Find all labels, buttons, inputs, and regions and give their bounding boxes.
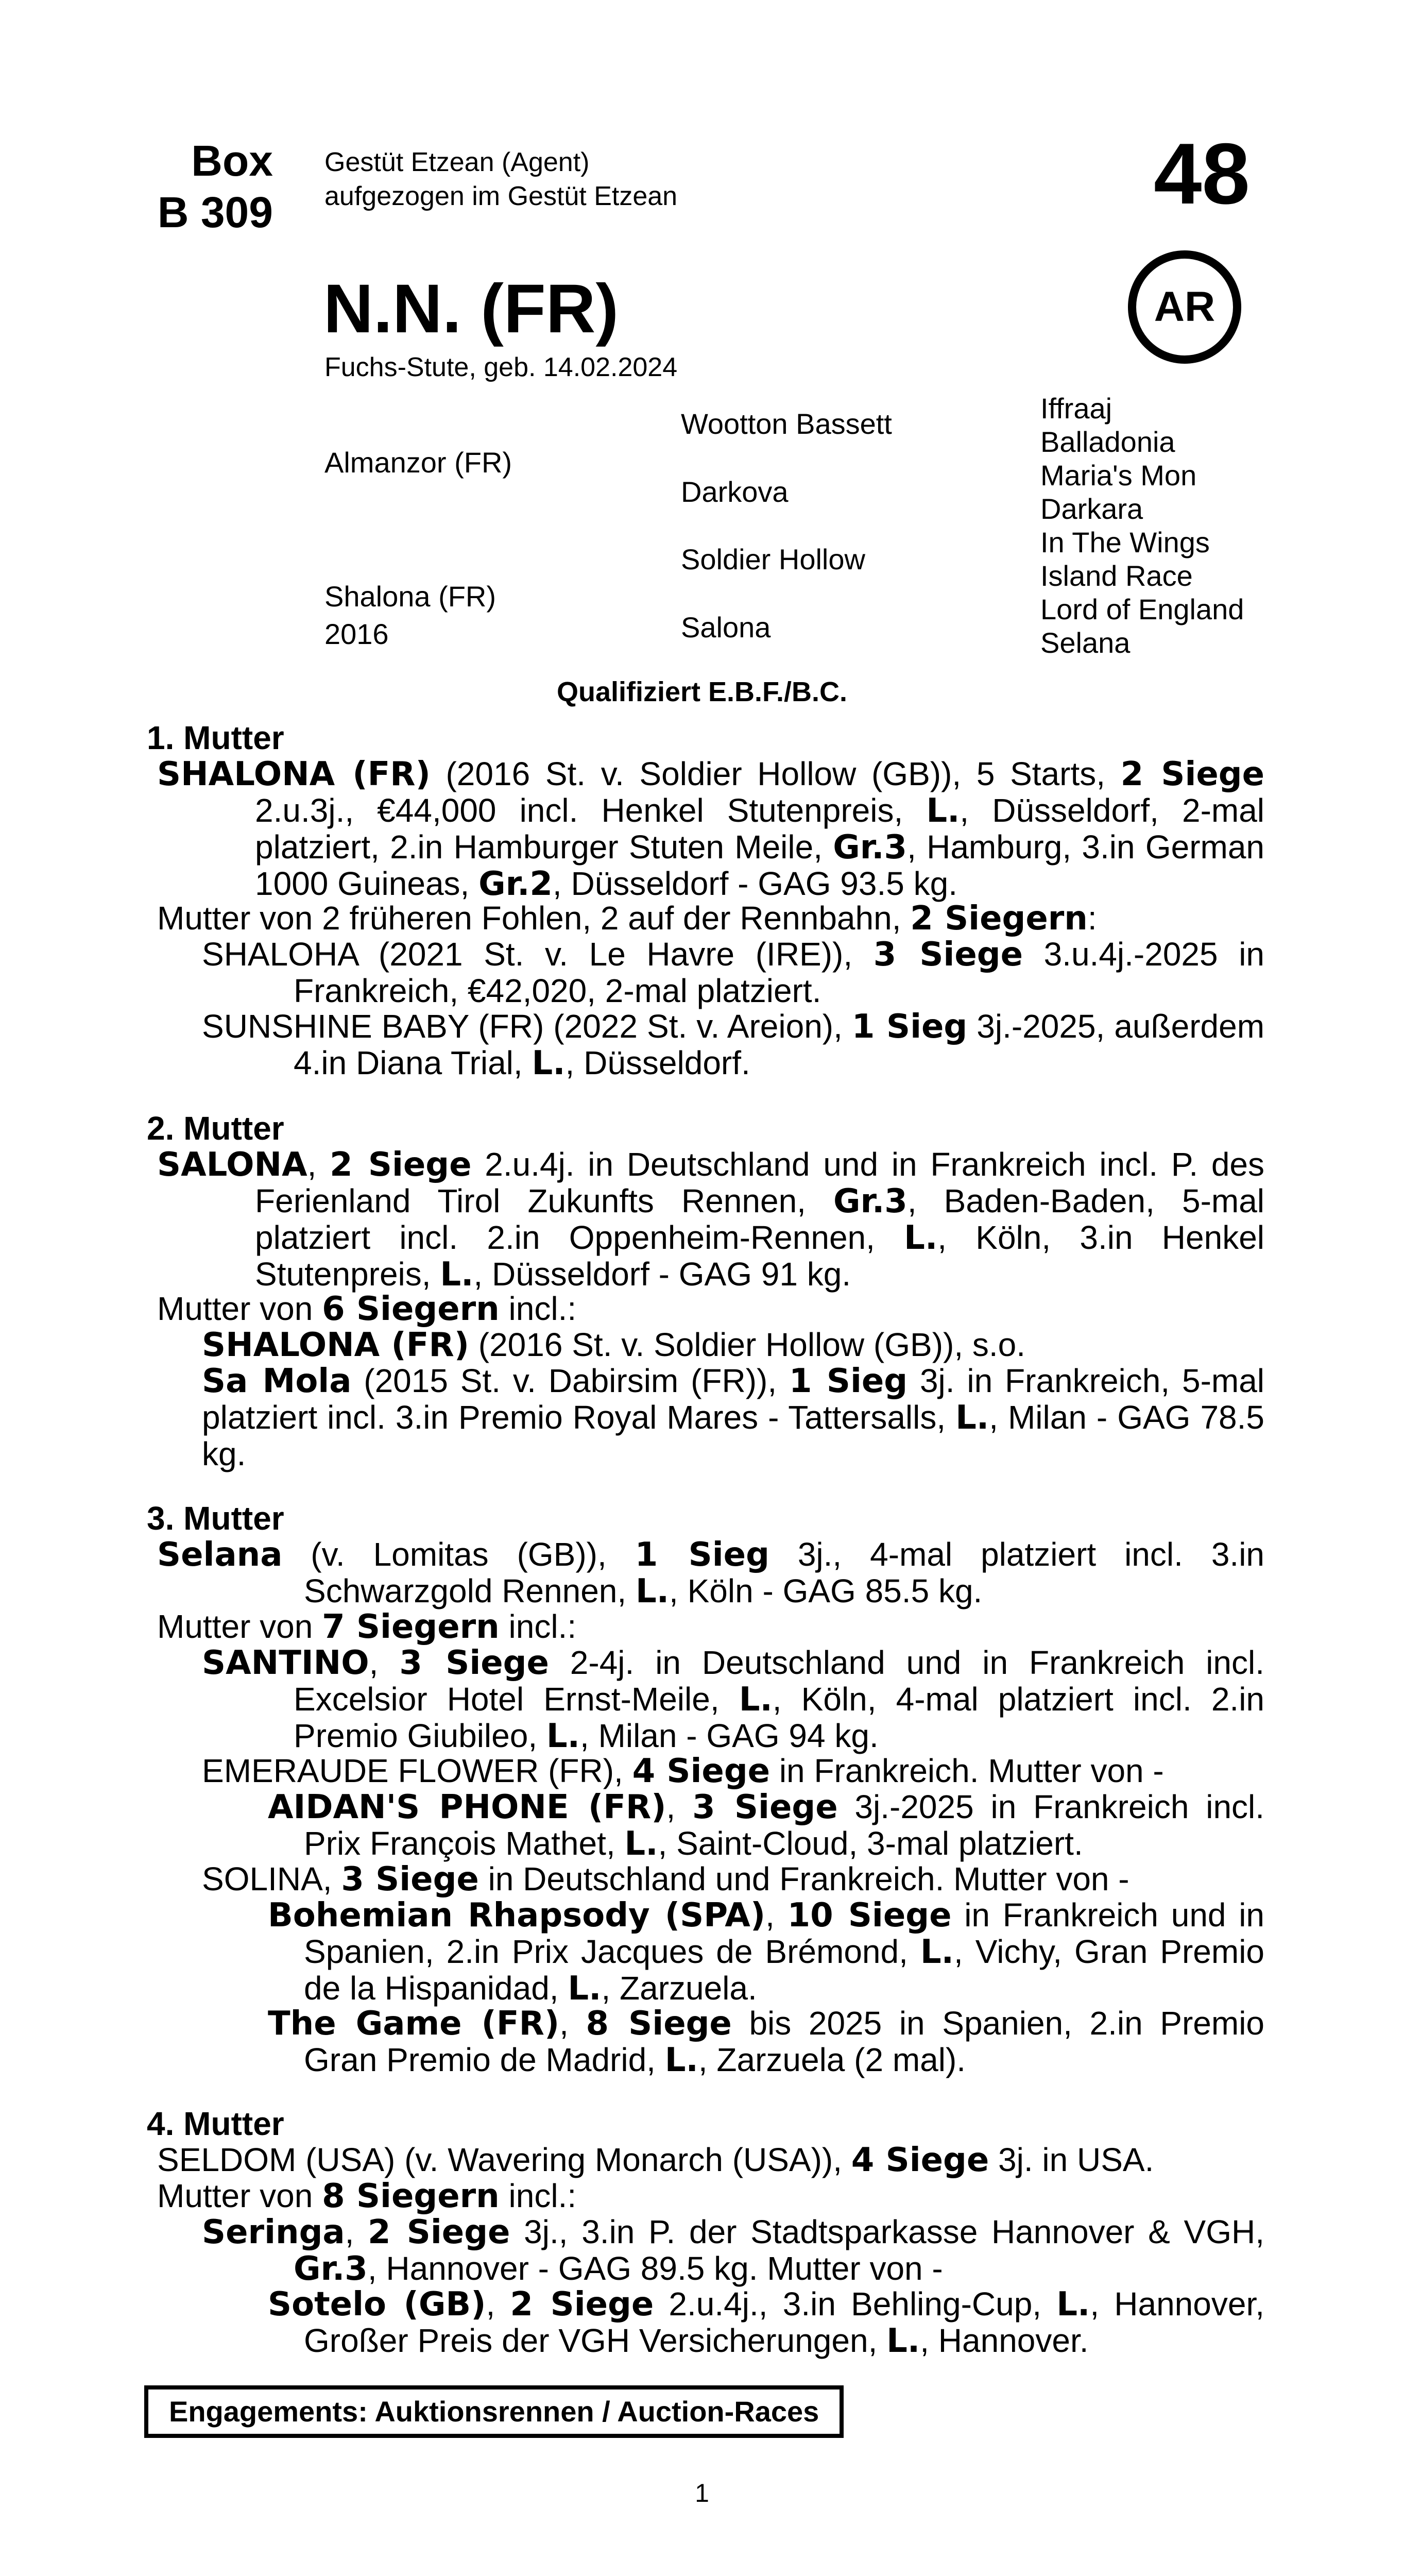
dam-1-text: 2.u.3j., €44,000 incl. Henkel Stutenpreis,	[255, 792, 927, 829]
grandoffspring-text: , Vichy, Gran Premio de la Hispanidad,	[304, 1933, 1265, 2007]
pedigree-gen2-1: Wootton Bassett	[681, 408, 892, 440]
pedigree-gen2-2: Darkova	[681, 476, 789, 508]
offspring-wins: 3 Siege	[873, 936, 1023, 974]
offspring-wins: 3 Siege	[399, 1644, 549, 1682]
produce-text: incl.:	[499, 1290, 577, 1327]
offspring-text: SHALOHA (2021 St. v. Le Havre (IRE)),	[202, 936, 874, 973]
grandoffspring-listed: L.	[886, 2322, 920, 2360]
dam-2-entry	[157, 1146, 1265, 1294]
offspring-text: 3.u.4j.-2025 in Frankreich, €42,020, 2-mal platziert.	[294, 936, 1265, 1009]
offspring-4-1	[202, 2213, 1265, 2288]
offspring-text: 3j., 3.in P. der Stadtsparkasse Hannover & VGH,	[510, 2213, 1265, 2250]
box-number: B 309	[157, 188, 273, 236]
section-heading-4: 4. Mutter	[147, 2105, 284, 2142]
offspring-text: in Deutschland und Frankreich. Mutter von -	[478, 1860, 1129, 1897]
offspring-3-3	[202, 1861, 1264, 1897]
produce-text: incl.:	[499, 2177, 577, 2214]
offspring-wins: 3 Siege	[341, 1860, 479, 1899]
dam-3-listed: L.	[635, 1572, 670, 1611]
offspring-wins: 4 Siege	[632, 1752, 771, 1790]
grandoffspring-4-1	[268, 2285, 1265, 2360]
dam-1-group: Gr.3	[833, 828, 908, 867]
produce-text: :	[1087, 900, 1097, 937]
offspring-group: Gr.3	[294, 2250, 368, 2288]
grandoffspring-text: , Zarzuela (2 mal).	[698, 2041, 966, 2078]
offspring-name: SHALONA (FR)	[202, 1326, 469, 1364]
dam-1-entry	[157, 755, 1265, 903]
dam-2-text: , Düsseldorf - GAG 91 kg.	[473, 1256, 851, 1293]
pedigree-gen3	[1040, 392, 1244, 659]
dam-4-text: 3j. in USA.	[989, 2141, 1154, 2178]
dam-2-listed: L.	[440, 1256, 474, 1294]
dam-3-text: (v. Lomitas (GB)),	[282, 1536, 635, 1573]
dam-4-text: SELDOM (USA) (v. Wavering Monarch (USA)),	[157, 2141, 851, 2178]
pedigree-gen3-7: Lord of England	[1040, 593, 1244, 625]
grandoffspring-wins: 3 Siege	[692, 1788, 838, 1826]
horse-name: N.N. (FR)	[323, 270, 619, 347]
dam-3-entry	[157, 1536, 1264, 1611]
offspring-text: 2-4j. in Deutschland und in Frankreich incl. Excelsior Hotel Ernst-Meile,	[294, 1644, 1265, 1718]
dam-2-listed: L.	[904, 1219, 938, 1257]
dam-4-produce	[157, 2178, 1264, 2214]
pedigree-dam-year: 2016	[324, 618, 389, 650]
pedigree-gen3-6: Island Race	[1040, 560, 1193, 592]
grandoffspring-text: in Frankreich und in Spanien, 2.in Prix Jacques de Brémond,	[304, 1896, 1265, 1970]
offspring-name: Sa Mola	[202, 1362, 352, 1400]
engagements-box: Engagements: Auktionsrennen / Auction-Races	[144, 2385, 844, 2438]
produce-text: Mutter von	[157, 2177, 322, 2214]
box-label	[124, 135, 273, 238]
dam-1-text: (2016 St. v. Soldier Hollow (GB)), 5 Starts,	[430, 755, 1121, 792]
dam-1-group: Gr.2	[478, 865, 553, 903]
grandoffspring-name: The Game (FR)	[268, 2005, 560, 2043]
dam-1-listed: L.	[926, 792, 960, 830]
dam-2-produce	[157, 1291, 1264, 1327]
grandoffspring-text: ,	[666, 1788, 693, 1825]
offspring-text: SUNSHINE BABY (FR) (2022 St. v. Areion),	[202, 1008, 852, 1045]
consignor-raised: aufgezogen im Gestüt Etzean	[324, 181, 678, 211]
qualification: Qualifiziert E.B.F./B.C.	[556, 676, 848, 707]
grandoffspring-name: Sotelo (GB)	[268, 2285, 486, 2324]
offspring-text: EMERAUDE FLOWER (FR),	[202, 1752, 632, 1789]
grandoffspring-3-2	[268, 1896, 1265, 2008]
grandoffspring-text: ,	[765, 1896, 787, 1934]
grandoffspring-text: , Saint-Cloud, 3-mal platziert.	[658, 1825, 1083, 1862]
pedigree-gen3-2: Balladonia	[1040, 426, 1175, 458]
grandoffspring-listed: L.	[568, 1970, 602, 2008]
section-heading-1: 1. Mutter	[147, 719, 284, 756]
offspring-text: SOLINA,	[202, 1860, 341, 1897]
offspring-text: ,	[345, 2213, 368, 2250]
offspring-text: , Milan - GAG 94 kg.	[579, 1717, 879, 1754]
dam-2-group: Gr.3	[833, 1182, 908, 1221]
offspring-text: , Milan - GAG 78.5 kg.	[202, 1399, 1265, 1472]
produce-text: Mutter von	[157, 1290, 322, 1327]
dam-1-text: , Hamburg, 3.in German 1000 Guineas,	[255, 828, 1265, 902]
offspring-listed: L.	[546, 1717, 580, 1755]
dam-2-text: 2.u.4j. in Deutschland und in Frankreich incl. P. des Ferienland Tirol Zukunfts Rennen,	[255, 1146, 1265, 1219]
grandoffspring-text: 2.u.4j., 3.in Behling-Cup,	[654, 2285, 1057, 2323]
grandoffspring-wins: 10 Siege	[787, 1896, 952, 1935]
grandoffspring-text: , Hannover, Großer Preis der VGH Versicherungen,	[304, 2285, 1265, 2359]
consignor	[324, 145, 677, 213]
pedigree-gen2-3: Soldier Hollow	[681, 543, 865, 575]
offspring-3-2	[202, 1753, 1264, 1789]
grandoffspring-name: Bohemian Rhapsody (SPA)	[268, 1896, 766, 1935]
offspring-name: SANTINO	[202, 1644, 369, 1682]
grandoffspring-text: , Hannover.	[920, 2322, 1089, 2359]
section-heading-2: 2. Mutter	[147, 1110, 284, 1147]
offspring-listed: L.	[532, 1044, 566, 1082]
offspring-wins: 1 Sieg	[789, 1362, 908, 1400]
dam-4-wins: 4 Siege	[851, 2141, 989, 2179]
offspring-1-1	[202, 936, 1265, 1009]
consignor-agent: Gestüt Etzean (Agent)	[324, 147, 590, 177]
grandoffspring-text: 3j.-2025 in Frankreich incl. Prix François Mathet,	[304, 1788, 1265, 1862]
ar-badge: AR	[1128, 250, 1241, 364]
grandoffspring-text: , Zarzuela.	[601, 1970, 757, 2007]
offspring-text: , Köln, 4-mal platziert incl. 2.in Premio Giubileo,	[294, 1681, 1265, 1754]
produce-text: Mutter von	[157, 1608, 322, 1645]
lot-number: 48	[1154, 125, 1250, 222]
pedigree-gen3-1: Iffraaj	[1040, 392, 1112, 425]
grandoffspring-listed: L.	[664, 2041, 698, 2079]
grandoffspring-listed: L.	[624, 1825, 658, 1863]
produce-winners: 2 Siegern	[910, 900, 1088, 938]
dam-3-text: , Köln - GAG 85.5 kg.	[669, 1572, 983, 1609]
offspring-1-2	[202, 1008, 1265, 1082]
dam-2-text: , Baden-Baden, 5-mal platziert incl. 2.in Oppenheim-Rennen,	[255, 1182, 1265, 1256]
grandoffspring-text: ,	[559, 2005, 586, 2042]
produce-winners: 8 Siegern	[322, 2177, 500, 2215]
pedigree-gen3-4: Darkara	[1040, 493, 1143, 525]
dam-3-text: 3j., 4-mal platziert incl. 3.in Schwarzgold Rennen,	[304, 1536, 1264, 1609]
box-line1: Box	[191, 137, 273, 185]
section-heading-3: 3. Mutter	[147, 1500, 284, 1537]
produce-winners: 6 Siegern	[322, 1290, 500, 1328]
pedigree-gen3-8: Selana	[1040, 626, 1131, 659]
pedigree-gen3-3: Maria's Mon	[1040, 459, 1197, 492]
dam-2-text: , Köln, 3.in Henkel Stutenpreis,	[255, 1219, 1265, 1293]
offspring-text: 3j.-2025, außerdem 4.in Diana Trial,	[294, 1008, 1265, 1081]
offspring-text: in Frankreich. Mutter von -	[770, 1752, 1164, 1789]
dam-2-wins: 2 Siege	[330, 1146, 472, 1184]
dam-1-text: , Düsseldorf, 2-mal platziert, 2.in Hamburger Stuten Meile,	[255, 792, 1265, 866]
dam-3-produce	[157, 1608, 1264, 1645]
grandoffspring-text: bis 2025 in Spanien, 2.in Premio Gran Premio de Madrid,	[304, 2005, 1265, 2078]
offspring-3-1	[202, 1644, 1265, 1755]
produce-winners: 7 Siegern	[322, 1608, 500, 1646]
offspring-text: 3j. in Frankreich, 5-mal platziert incl. 3.in Premio Royal Mares - Tattersalls,	[202, 1362, 1265, 1436]
offspring-wins: 2 Siege	[368, 2213, 510, 2251]
offspring-name: Seringa	[202, 2213, 345, 2251]
grandoffspring-listed: L.	[1056, 2285, 1090, 2324]
produce-text: Mutter von 2 früheren Fohlen, 2 auf der Rennbahn,	[157, 900, 911, 937]
grandoffspring-3-3	[268, 2005, 1265, 2079]
offspring-2-1	[202, 1327, 1264, 1363]
pedigree-gen3-5: In The Wings	[1040, 526, 1210, 558]
grandoffspring-name: AIDAN'S PHONE (FR)	[268, 1788, 666, 1826]
dam-3-name: Selana	[157, 1536, 283, 1574]
offspring-text: , Düsseldorf.	[565, 1044, 750, 1081]
grandoffspring-text: ,	[486, 2285, 510, 2323]
dam-1-wins: 2 Siege	[1120, 755, 1265, 793]
grandoffspring-3-1	[268, 1788, 1265, 1863]
dam-2-name: SALONA	[157, 1146, 307, 1184]
horse-description: Fuchs-Stute, geb. 14.02.2024	[324, 352, 678, 382]
pedigree-dam: Shalona (FR)	[324, 580, 496, 613]
page-number: 1	[695, 2479, 709, 2507]
pedigree-gen2-4: Salona	[681, 611, 771, 643]
offspring-text: (2016 St. v. Soldier Hollow (GB)), s.o.	[469, 1326, 1026, 1363]
offspring-2-2	[202, 1363, 1264, 1472]
dam-2-text: ,	[307, 1146, 330, 1183]
pedigree-sire: Almanzor (FR)	[324, 446, 512, 479]
offspring-wins: 1 Sieg	[851, 1008, 968, 1046]
grandoffspring-wins: 8 Siege	[586, 2005, 732, 2043]
dam-4-entry	[157, 2142, 1264, 2178]
offspring-listed: L.	[955, 1399, 989, 1437]
offspring-text: ,	[369, 1644, 400, 1681]
dam-1-produce	[157, 900, 1264, 937]
dam-3-wins: 1 Sieg	[635, 1536, 769, 1574]
offspring-text: , Hannover - GAG 89.5 kg. Mutter von -	[367, 2250, 943, 2287]
dam-1-name: SHALONA (FR)	[157, 755, 431, 793]
grandoffspring-listed: L.	[920, 1933, 954, 1971]
grandoffspring-wins: 2 Siege	[510, 2285, 654, 2324]
dam-1-text: , Düsseldorf - GAG 93.5 kg.	[552, 865, 957, 902]
produce-text: incl.:	[499, 1608, 577, 1645]
offspring-listed: L.	[739, 1681, 773, 1719]
offspring-text: (2015 St. v. Dabirsim (FR)),	[351, 1362, 789, 1399]
